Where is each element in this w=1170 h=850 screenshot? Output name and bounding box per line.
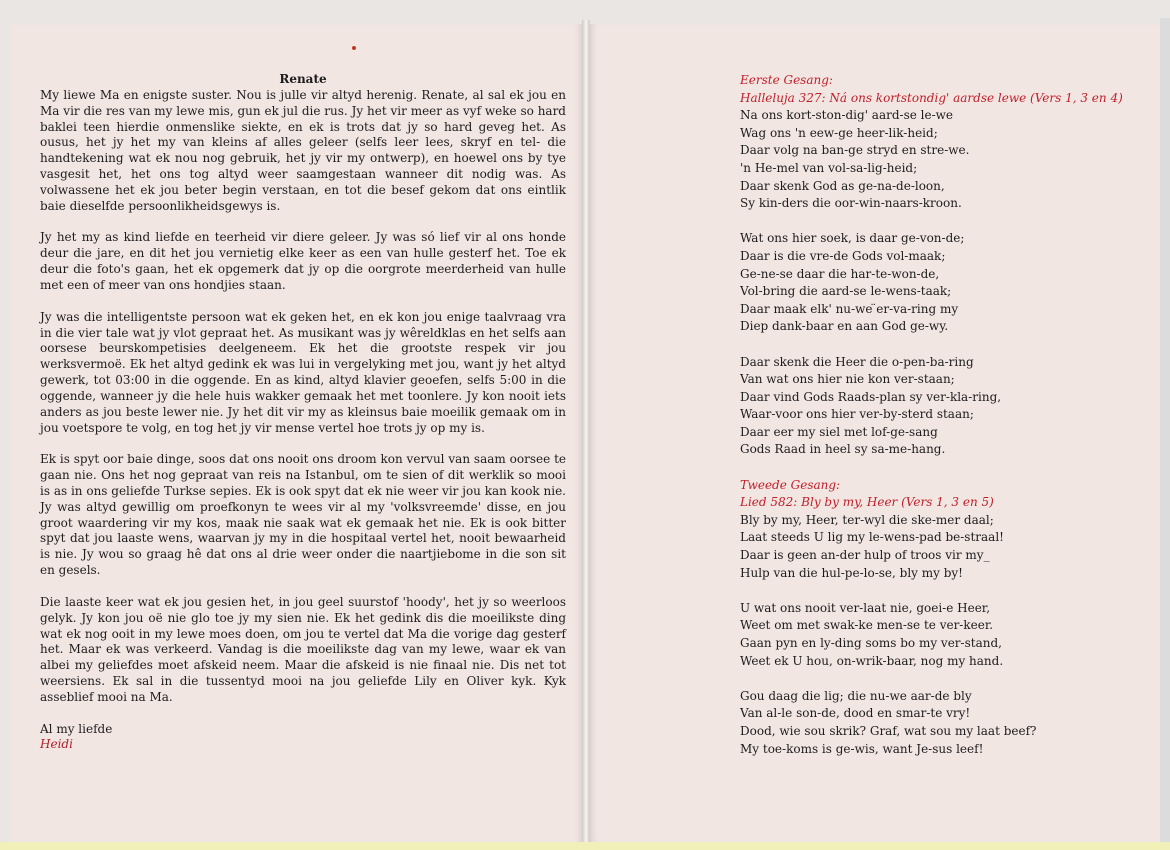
hymn-line: 'n He-mel van vol-sa-lig-heid; xyxy=(740,160,918,175)
song2-label: Tweede Gesang: xyxy=(740,477,841,492)
hymn-line: Laat steeds U lig my le-wens-pad be-straal! xyxy=(740,530,1004,545)
hymn-line: Daar skenk God as ge-na-de-loon, xyxy=(740,178,945,193)
hymn-line: Bly by my, Heer, ter-wyl die ske-mer daal; xyxy=(740,512,994,527)
right-page xyxy=(590,24,1160,842)
hymn-stanza xyxy=(740,688,1150,758)
hymn-stanza xyxy=(740,230,1150,336)
book-spine xyxy=(582,20,590,846)
hymn-line: Gaan pyn en ly-ding soms bo my ver-stand, xyxy=(740,636,1002,650)
song1-title: Halleluja 327: Ná ons kortstondig' aardse lewe (Vers 1, 3 en 4) xyxy=(740,90,1123,105)
hymn-line: Gou daag die lig; die nu-we aar-de bly xyxy=(740,688,972,703)
eulogy-closing: Al my liefde xyxy=(40,721,113,736)
hymn-line: Ge-ne-se daar die har-te-won-de, xyxy=(740,266,940,281)
hymn-line: Van al-le son-de, dood en smar-te vry! xyxy=(740,706,971,721)
hymn-line: Gods Raad in heel sy sa-me-hang. xyxy=(740,442,946,457)
hymn-stanza xyxy=(740,600,1150,670)
hymn-line: Sy kin-ders die oor-win-naars-kroon. xyxy=(740,196,962,211)
scan-bottom-edge xyxy=(0,842,1170,850)
page-edge xyxy=(1160,18,1170,842)
hymn-line: Daar volg na ban-ge stryd en stre-we. xyxy=(740,143,970,158)
hymn-line: Hulp van die hul-pe-lo-se, bly my by! xyxy=(740,565,964,580)
hymn-stanza xyxy=(740,354,1150,460)
hymn-line: Vol-bring die aard-se le-wens-taak; xyxy=(740,284,952,299)
song2-stanzas xyxy=(740,512,1150,758)
eulogy-paragraph: Jy was die intelligentste persoon wat ek geken het, en ek kon jou enige taalvraag vra in die vier tale wat jy vlot gepraat het. As musikant was jy wêreldklas en het selfs aan oorsese beurskompetisies deelgeneem. Ek het die grootste respek vir jou werksvermoë. Ek het altyd gedink ek was lui in vergelyking met jou, want jy het altyd gewerk, tot 03:00 in die oggende. En as kind, altyd klavier geoefen, selfs 5:00 in die oggende, wanneer jy die hele huis wakker gemaak het met toonlere. Jy kon nooit iets anders as jou beste lewer nie. Jy het dit vir my as kleinsus baie moeilik gemaak om in jou voetspore te volg, en tog het jy vir mense vertel hoe trots jy op my is. xyxy=(40,309,566,435)
hymn-line: Wag ons 'n eew-ge heer-lik-heid; xyxy=(740,125,938,140)
hymn-line: Waar-voor ons hier ver-by-sterd staan; xyxy=(740,407,974,422)
eulogy-signature: Heidi xyxy=(40,737,73,752)
hymn-line: Daar maak elk' nu-we ̈er-va-ring my xyxy=(740,301,959,316)
hymn-line: Daar vind Gods Raads-plan sy ver-kla-ring, xyxy=(740,389,1002,404)
eulogy-paragraph: Die laaste keer wat ek jou gesien het, in jou geel suurstof 'hoody', het jy so weerloos gelyk. Jy kon jou oë nie glo toe jy my sien nie. Ek het gedink dis die moeilikste ding wat ek nog ooit in my lewe moes doen, om jou te vertel dat Ma die vorige dag gesterf het. Maar ek was verkeerd. Vandag is die moeilikste dag van my lewe, waar ek van albei my geliefdes moet afskeid neem. Maar die afskeid is nie finaal nie. Dis net tot weersiens. Ek sal in die tussentyd mooi na jou geliefde Lily en Oliver kyk. Kyk asseblief mooi na Ma. xyxy=(40,594,566,704)
hymn-line: Dood, wie sou skrik? Graf, wat sou my laat beef? xyxy=(740,723,1037,738)
eulogy-paragraph: Ek is spyt oor baie dinge, soos dat ons nooit ons droom kon vervul van saam oorsee te gaan nie. Ons het nog gepraat van reis na Istanbul, om te sien of dit werklik so mooi is as in ons geliefde Turkse sepies. Ek is ook spyt dat ek nie weer vir jou kan kook nie. Jy was altyd gewillig om proefkonyn te wees vir al my 'volksvreemde' disse, en jou groot waardering vir my kos, maak nie saak wat ek gemaak het nie. Ek is ook bitter spyt dat jou laaste wens, waarvan jy my in die hospitaal vertel het, nooit bewaarheid is nie. Jy wou so graag hê dat ons al drie weer onder die naartjiebome in die son sit en gesels. xyxy=(40,452,566,578)
song2-heading xyxy=(740,477,1150,512)
song2-title: Lied 582: Bly by my, Heer (Vers 1, 3 en 5) xyxy=(740,495,994,510)
hymn-line: Weet om met swak-ke men-se te ver-keer. xyxy=(740,618,994,633)
hymn-line: Van wat ons hier nie kon ver-staan; xyxy=(740,372,955,387)
hymn-line: Na ons kort-ston-dig' aard-se le-we xyxy=(740,108,954,123)
left-page xyxy=(12,24,582,842)
hymn-stanza xyxy=(740,512,1150,582)
hymn-stanza xyxy=(740,107,1150,213)
hymn-line: Weet ek U hou, on-wrik-baar, nog my hand. xyxy=(740,653,1004,668)
eulogy-paragraph: My liewe Ma en enigste suster. Nou is julle vir altyd herenig. Renate, al sal ek jou en Ma vir die res van my lewe mis, gun ek jul die rus. Jy het vir meer as vyf weke so hard baklei teen hierdie onmenslike siekte, en ek is trots dat jy so hard geveg het. As ousus, het jy het my van kleins af alles geleer (selfs leer lees, skryf en tel- die handtekening wat ek nou nog gebruik, het jy vir my ontwerp), en hoewel ons by tye vasgesit het, het ons tog altyd weer saamgestaan wanneer dit nodig was. As volwassene het ek jou beter begin verstaan, en tot die besef gekom dat ons eintlik baie dieselfde persoonlikheidsgewys is. xyxy=(40,87,566,213)
eulogy-text xyxy=(40,72,566,753)
hymn-line: My toe-koms is ge-wis, want Je-sus leef! xyxy=(740,741,984,756)
hymn-line: Diep dank-baar en aan God ge-wy. xyxy=(740,319,949,334)
hymn-line: Daar is die vre-de Gods vol-maak; xyxy=(740,248,946,263)
hymn-line: Wat ons hier soek, is daar ge-von-de; xyxy=(740,231,965,246)
hymns xyxy=(740,72,1150,776)
hymn-line: Daar is geen an-der hulp of troos vir my_ xyxy=(740,548,990,563)
red-mark xyxy=(352,46,356,50)
eulogy-title: Renate xyxy=(279,72,327,86)
song1-stanzas xyxy=(740,107,1150,459)
song1-label: Eerste Gesang: xyxy=(740,73,833,87)
hymn-line: Daar eer my siel met lof-ge-sang xyxy=(740,424,938,439)
eulogy-paragraph: Jy het my as kind liefde en teerheid vir diere geleer. Jy was só lief vir al ons honde deur die jare, en dit het jou vernietig elke keer as een van hulle gesterf het. Toe ek deur die foto's gaan, het ek opgemerk dat jy op die oorgrote meerderheid van hulle met een of meer van ons hondjies staan. xyxy=(40,230,566,292)
song1-heading xyxy=(740,72,1150,107)
hymn-line: U wat ons nooit ver-laat nie, goei-e Heer, xyxy=(740,600,991,615)
hymn-line: Daar skenk die Heer die o-pen-ba-ring xyxy=(740,354,974,369)
